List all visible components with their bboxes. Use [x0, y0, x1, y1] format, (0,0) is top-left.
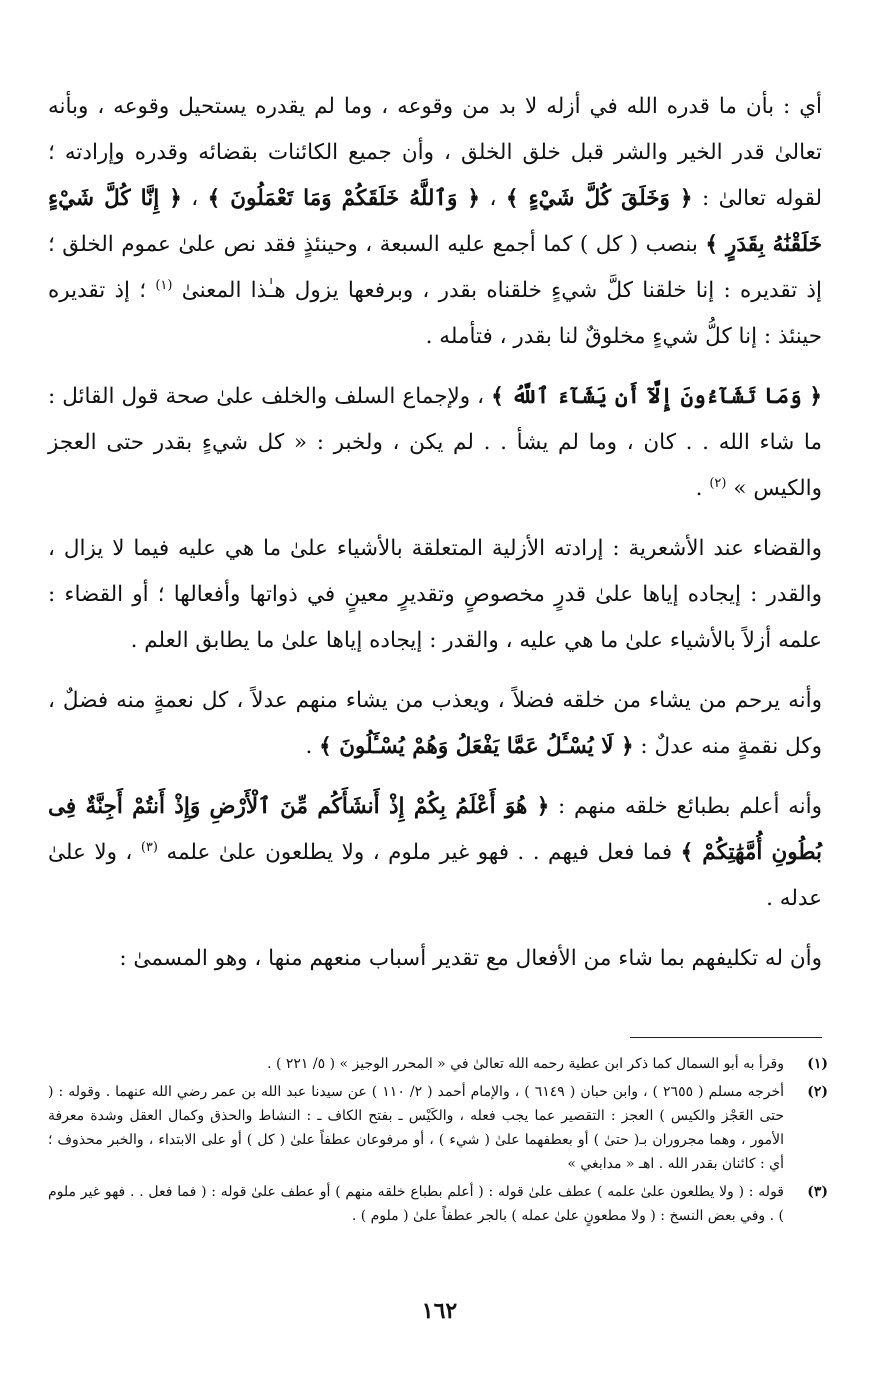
main-text — [48, 84, 822, 996]
text: وأن له تكليفهم بما شاء من الأفعال مع تقدير أسباب منعهم منها ، وهو المسمىٰ : — [119, 946, 822, 971]
text: . — [695, 476, 703, 501]
footnote-text: أخرجه مسلم ( ٢٦٥٥ ) ، وابن حبان ( ٦١٤٩ ) ، والإمام أحمد ( ٢/ ١١٠ ) عن سيدنا عبد الله بن عمر رضي الله عنهما . وقوله : ( حتى العَجْز والكيس ) العجز : التقصير عما يجب فعله ، والكَيْس ـ بفتح الكاف ـ : النشاط والحذق وكمال العقل وشدة معرفة الأمور ، وهما مجروران بـ( حتىٰ ) أو بعطفهما علىٰ ( شيء ) ، أو مرفوعان عطفاً علىٰ ( كل ) أو على الابتداء ، والخبر محذوف ؛ أي : كائنان بقدر الله . اهـ « مدابغي » — [48, 1084, 785, 1172]
quran-verse: ﴿ وَمَا تَشَآءُونَ إِلَّآ أَن يَشَآءَ ٱللَّهُ ﴾ — [491, 384, 823, 409]
paragraph-3 — [48, 526, 822, 664]
text: بنصب ( كل ) كما أجمع عليه السبعة ، وحينئذٍ فقد نص علىٰ عموم الخلق ؛ إذ تقديره : إنا خلقنا كلَّ شيءٍ خلقناه بقدر ، وبرفعها يزول هـٰذا المعنىٰ — [48, 232, 822, 303]
paragraph-1 — [48, 84, 822, 360]
footnote-divider — [630, 1037, 822, 1038]
text: . — [305, 734, 313, 759]
footnote-text: قوله : ( ولا يطلعون علىٰ علمه ) عطف علىٰ قوله : ( أعلم بطباع خلقه منهم ) أو عطف علىٰ قوله : ( فما فعل . . فهو غير ملوم ) . وفي بعض النسخ : ( ولا مطعونٍ علىٰ عمله ) بالجر عطفاً علىٰ ( ملوم ) . — [48, 1184, 784, 1224]
text: ، — [480, 186, 497, 211]
footnote-number: (١) — [807, 1056, 828, 1072]
footnote-number: (٣) — [807, 1184, 828, 1200]
footnote-3 — [48, 1180, 828, 1228]
quran-verse: ﴿ إِنَّا كُلَّ شَيْءٍ خَلَقْنَٰهُ بِقَدَرٍ ﴾ — [48, 186, 822, 257]
footnotes — [48, 1052, 828, 1232]
quran-verse: ﴿ وَخَلَقَ كُلَّ شَيْءٍ ﴾ — [505, 186, 693, 211]
page-number: ١٦٢ — [421, 1298, 458, 1324]
text: ، — [181, 186, 199, 211]
quran-verse: ﴿ وَٱللَّهُ خَلَقَكُمْ وَمَا تَعْمَلُونَ ﴾ — [207, 186, 481, 211]
footnote-ref-2[interactable]: (٢) — [709, 475, 727, 491]
paragraph-2 — [48, 374, 822, 512]
text: فما فعل فيهم . . فهو غير ملوم ، ولا يطلعون علىٰ علمه — [166, 840, 673, 865]
footnote-2 — [48, 1080, 828, 1176]
quran-verse: ﴿ لَا يُسْـَٔلُ عَمَّا يَفْعَلُ وَهُمْ يُسْـَٔلُونَ ﴾ — [319, 734, 634, 759]
text: وأنه يرحم من يشاء من خلقه فضلاً ، ويعذب من يشاء منهم عدلاً ، كل نعمةٍ منه فضلٌ ، وكل نقمةٍ منه عدلٌ : — [48, 688, 822, 759]
text: ، ولإجماع السلف والخلف علىٰ صحة قول القائل : ما شاء الله . . كان ، وما لم يشأ . . لم يكن ، ولخبر : « كل شيءٍ بقدر حتى العجز والكيس » — [48, 384, 822, 501]
text: أي : بأن ما قدره الله في أزله لا بد من وقوعه ، وما لم يقدره يستحيل وقوعه ، وبأنه تعالىٰ قدر الخير والشر قبل خلق الخلق ، وأن جميع الكائنات بقضائه وقدره وإرادته ؛ لقوله تعالىٰ : — [48, 94, 823, 211]
text: ؛ إذ تقديره حينئذ : إنا كلُّ شيءٍ مخلوقٌ لنا بقدر ، فتأمله . — [48, 278, 822, 349]
paragraph-4 — [48, 678, 822, 770]
quran-verse: ﴿ هُوَ أَعْلَمُ بِكُمْ إِذْ أَنشَأَكُم مِّنَ ٱلْأَرْضِ وَإِذْ أَنتُمْ أَجِنَّةٌ فِى بُطُونِ أُمَّهَٰتِكُمْ ﴾ — [48, 794, 822, 865]
footnote-ref-1[interactable]: (١) — [155, 277, 173, 293]
paragraph-5 — [48, 784, 822, 922]
footnote-1 — [48, 1052, 828, 1076]
text: وأنه أعلم بطبائع خلقه منهم : — [549, 794, 822, 819]
text: ، ولا علىٰ عدله . — [48, 840, 822, 911]
footnote-ref-3[interactable]: (٣) — [140, 839, 158, 855]
footnote-number: (٢) — [807, 1084, 828, 1100]
paragraph-6 — [48, 936, 822, 982]
text: والقضاء عند الأشعرية : إرادته الأزلية المتعلقة بالأشياء علىٰ ما هي عليه فيما لا يزال ، والقدر : إيجاده إياها علىٰ قدرٍ مخصوصٍ وتقديرٍ معينٍ في ذواتها وأفعالها ؛ أو القضاء : علمه أزلاً بالأشياء علىٰ ما هي عليه ، والقدر : إيجاده إياها علىٰ ما يطابق العلم . — [48, 536, 822, 653]
footnote-text: وقرأ به أبو السمال كما ذكر ابن عطية رحمه الله تعالىٰ في « المحرر الوجيز » ( ٥/ ٢٢١ ) . — [267, 1056, 784, 1072]
